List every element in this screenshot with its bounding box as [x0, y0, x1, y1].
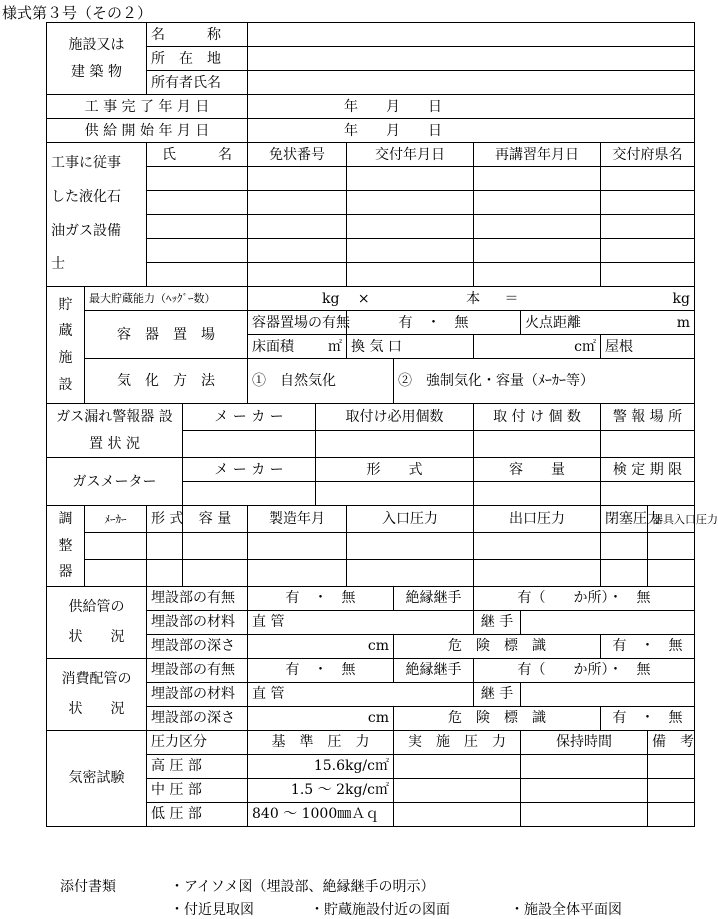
owner-name-label: 所有者氏名 [147, 71, 248, 95]
supply-buried-value[interactable]: 有 ・ 無 [248, 586, 394, 610]
regulator-cell[interactable] [248, 560, 347, 587]
regulator-cell[interactable] [85, 533, 147, 560]
regulator-cell[interactable] [147, 560, 183, 587]
consume-depth-label: 埋設部の深さ [147, 706, 248, 730]
consume-straight-label: 直 管 [252, 686, 285, 703]
attachment-site-plan: ・施設全体平面図 [510, 902, 622, 918]
regulator-cell[interactable] [183, 560, 248, 587]
alarm-location-header: 警 報 場 所 [601, 404, 695, 431]
engineer-name-cell[interactable] [147, 239, 248, 263]
roof-label: 屋根 [601, 335, 695, 359]
consume-buried-label: 埋設部の有無 [147, 658, 248, 682]
cm-unit: cm [367, 710, 389, 727]
floor-area-label: 床面積 [252, 338, 294, 355]
airtight-low-remarks[interactable] [648, 802, 695, 826]
meter-expiry-header: 検 定 期 限 [601, 458, 695, 482]
inspection-form-table [46, 22, 718, 827]
airtight-low-label: 低 圧 部 [147, 802, 248, 826]
airtight-std-header: 基 準 圧 力 [248, 730, 394, 754]
engineer-retraining-cell[interactable] [474, 167, 601, 191]
engineer-name-cell[interactable] [147, 167, 248, 191]
consume-straight-cell[interactable] [248, 682, 474, 706]
regulator-outlet-header: 出口圧力 [474, 506, 601, 533]
engineer-license-cell[interactable] [248, 263, 347, 287]
supply-material-label: 埋設部の材料 [147, 610, 248, 634]
supply-start-date-value[interactable]: 年 月 日 [248, 119, 695, 143]
container-place-exist-value[interactable]: 有 ・ 無 [347, 311, 521, 335]
owner-name-value[interactable] [248, 71, 695, 95]
gas-meter-group-label: ガスメーター [47, 458, 183, 506]
floor-area-cell[interactable] [248, 335, 347, 359]
meter-capacity-value[interactable] [474, 482, 601, 506]
airtight-low-std: 840 ～ 1000㎜Ａｑ [248, 802, 394, 826]
regulator-cell[interactable] [648, 533, 695, 560]
consume-material-label: 埋設部の材料 [147, 682, 248, 706]
engineer-issue-cell[interactable] [347, 167, 474, 191]
supply-pipe-group-label: 供給管の 状 況 [47, 586, 147, 658]
airtight-high-std: 15.6kg/c㎡ [248, 754, 394, 778]
regulator-cell[interactable] [147, 533, 183, 560]
fire-distance-cell[interactable] [521, 311, 695, 335]
engineer-prefecture-header: 交付府県名 [601, 143, 695, 167]
consume-danger-value[interactable]: 有 ・ 無 [601, 706, 695, 730]
facility-name-value[interactable] [248, 23, 695, 47]
consume-pipe-group-label: 消費配管の 状 況 [47, 658, 147, 730]
attachment-vicinity-map: ・付近見取図 [170, 902, 254, 918]
alarm-group-label: ガス漏れ警報器 設 置 状 況 [47, 404, 183, 458]
airtight-actual-header: 実 施 圧 力 [394, 730, 521, 754]
engineer-issue-date-header: 交付年月日 [347, 143, 474, 167]
vaporization-natural[interactable]: ① 自然気化 [248, 359, 394, 404]
meter-expiry-value[interactable] [601, 482, 695, 506]
capacity-label: 最大貯蔵能力（ﾍｯｸﾞｰ数） [85, 287, 248, 311]
airtight-high-label: 高 圧 部 [147, 754, 248, 778]
facility-address-label: 所 在 地 [147, 47, 248, 71]
regulator-mfg-date-header: 製造年月 [248, 506, 347, 533]
consume-depth-value[interactable] [248, 706, 394, 730]
capacity-value[interactable] [248, 287, 695, 311]
engineer-retraining-cell[interactable] [474, 239, 601, 263]
regulator-maker-header: ﾒｰｶｰ [85, 506, 147, 533]
engineer-license-cell[interactable] [248, 239, 347, 263]
fire-distance-label: 火点距離 [525, 314, 581, 331]
engineer-license-header: 免状番号 [248, 143, 347, 167]
consume-buried-value[interactable]: 有 ・ 無 [248, 658, 394, 682]
engineer-name-header: 氏 名 [147, 143, 248, 167]
supply-buried-label: 埋設部の有無 [147, 586, 248, 610]
engineer-retraining-header: 再講習年月日 [474, 143, 601, 167]
engineer-prefecture-cell[interactable] [601, 167, 695, 191]
engineer-name-cell[interactable] [147, 263, 248, 287]
kg-unit-total: kg [672, 290, 690, 307]
facility-name-label: 名 称 [147, 23, 248, 47]
engineer-issue-cell[interactable] [347, 263, 474, 287]
engineer-issue-cell[interactable] [347, 191, 474, 215]
storage-group-label: 貯 蔵 施 設 [47, 287, 85, 404]
airtight-hold-header: 保持時間 [521, 730, 648, 754]
engineer-retraining-cell[interactable] [474, 191, 601, 215]
regulator-cell[interactable] [183, 533, 248, 560]
airtight-mid-actual[interactable] [394, 778, 521, 802]
regulator-cell[interactable] [248, 533, 347, 560]
sqm-unit: ㎡ [328, 338, 342, 355]
engineer-issue-cell[interactable] [347, 239, 474, 263]
alarm-installed-count-header: 取 付 け 個 数 [474, 404, 601, 431]
engineer-group-label: 工事に従事 した液化石 油ガス設備 士 [47, 143, 147, 287]
airtight-mid-hold[interactable] [521, 778, 648, 802]
engineer-prefecture-cell[interactable] [601, 191, 695, 215]
form-number: 様式第３号（その２） [2, 4, 153, 22]
container-place-label: 容 器 置 場 [85, 311, 248, 359]
equals-sign: ＝ [504, 290, 519, 307]
regulator-capacity-header: 容 量 [183, 506, 248, 533]
completion-date-value[interactable]: 年 月 日 [248, 95, 695, 119]
alarm-location-value[interactable] [601, 431, 695, 458]
supply-danger-label: 危 険 標 識 [394, 634, 601, 658]
facility-address-value[interactable] [248, 47, 695, 71]
airtight-remarks-header: 備 考 [648, 730, 695, 754]
regulator-cell[interactable] [474, 533, 601, 560]
alarm-required-count-value[interactable] [316, 431, 474, 458]
vaporization-label: 気 化 方 法 [85, 359, 248, 404]
regulator-cell[interactable] [347, 533, 474, 560]
regulator-cell[interactable] [474, 560, 601, 587]
supply-depth-value[interactable] [248, 634, 394, 658]
meter-unit: m [676, 314, 690, 331]
engineer-retraining-cell[interactable] [474, 215, 601, 239]
engineer-prefecture-cell[interactable] [601, 263, 695, 287]
engineer-name-cell[interactable] [147, 215, 248, 239]
supply-straight-cell[interactable] [248, 610, 474, 634]
attachment-isometric: ・アイソメ図（埋設部、絶縁継手の明示） [170, 879, 435, 895]
vent-value[interactable] [474, 335, 601, 359]
consume-insul-label: 絶縁継手 [394, 658, 474, 682]
cm2-unit: c㎡ [574, 338, 596, 355]
airtight-high-remarks[interactable] [648, 754, 695, 778]
engineer-license-cell[interactable] [248, 215, 347, 239]
supply-joint-label: 継 手 [474, 610, 521, 634]
times-sign: × [357, 290, 370, 307]
regulator-cell[interactable] [601, 560, 648, 587]
cm-unit: cm [367, 638, 389, 655]
supply-insul-label: 絶縁継手 [394, 586, 474, 610]
supply-depth-label: 埋設部の深さ [147, 634, 248, 658]
vent-label: 換 気 口 [347, 335, 474, 359]
engineer-prefecture-cell[interactable] [601, 239, 695, 263]
supply-straight-label: 直 管 [252, 614, 285, 631]
airtight-mid-remarks[interactable] [648, 778, 695, 802]
kg-unit: kg [322, 290, 340, 307]
regulator-cell[interactable] [601, 533, 648, 560]
regulator-inlet-header: 入口圧力 [347, 506, 474, 533]
airtight-high-actual[interactable] [394, 754, 521, 778]
airtight-test-group-label: 気密試験 [47, 730, 147, 826]
alarm-maker-value[interactable] [183, 431, 316, 458]
alarm-maker-header: メ ー カ ー [183, 404, 316, 431]
hon-unit: 本 [466, 290, 481, 307]
attachments-label: 添付書類 [60, 879, 116, 895]
meter-maker-value[interactable] [183, 482, 316, 506]
alarm-required-count-header: 取付け必用個数 [316, 404, 474, 431]
container-place-exist-label: 容器置場の有無 [248, 311, 347, 335]
engineer-license-cell[interactable] [248, 191, 347, 215]
regulator-group-label: 調 整 器 [47, 506, 85, 587]
engineer-license-cell[interactable] [248, 167, 347, 191]
airtight-low-hold[interactable] [521, 802, 648, 826]
regulator-row [47, 560, 695, 587]
airtight-low-actual[interactable] [394, 802, 521, 826]
supply-start-date-label: 供 給 開 始 年 月 日 [47, 119, 248, 143]
supply-joint-value[interactable] [521, 610, 695, 634]
regulator-cell[interactable] [85, 560, 147, 587]
meter-type-value[interactable] [316, 482, 474, 506]
regulator-cell[interactable] [347, 560, 474, 587]
engineer-name-cell[interactable] [147, 191, 248, 215]
regulator-appliance-inlet-header: 器具入口圧力 [648, 506, 695, 533]
consume-danger-label: 危 険 標 識 [394, 706, 601, 730]
alarm-installed-count-value[interactable] [474, 431, 601, 458]
engineer-retraining-cell[interactable] [474, 263, 601, 287]
vaporization-forced[interactable]: ② 強制気化・容量（ﾒｰｶｰ等） [394, 359, 695, 404]
completion-date-label: 工 事 完 了 年 月 日 [47, 95, 248, 119]
supply-insul-value[interactable]: 有（ か所）・ 無 [474, 586, 695, 610]
consume-insul-value[interactable]: 有（ か所）・ 無 [474, 658, 695, 682]
facility-group-label: 施設又は 建 築 物 [47, 23, 147, 95]
consume-joint-value[interactable] [521, 682, 695, 706]
engineer-issue-cell[interactable] [347, 215, 474, 239]
regulator-type-header: 形 式 [147, 506, 183, 533]
regulator-shutoff-header: 閉塞圧力 [601, 506, 648, 533]
airtight-class-header: 圧力区分 [147, 730, 248, 754]
airtight-high-hold[interactable] [521, 754, 648, 778]
regulator-row [47, 533, 695, 560]
meter-maker-header: メ ー カ ー [183, 458, 316, 482]
airtight-mid-std: 1.5 ～ 2kg/c㎡ [248, 778, 394, 802]
meter-type-header: 形 式 [316, 458, 474, 482]
airtight-mid-label: 中 圧 部 [147, 778, 248, 802]
consume-joint-label: 継 手 [474, 682, 521, 706]
engineer-prefecture-cell[interactable] [601, 215, 695, 239]
meter-capacity-header: 容 量 [474, 458, 601, 482]
regulator-cell[interactable] [648, 560, 695, 587]
attachment-storage-drawing: ・貯蔵施設付近の図面 [310, 902, 450, 918]
supply-danger-value[interactable]: 有 ・ 無 [601, 634, 695, 658]
